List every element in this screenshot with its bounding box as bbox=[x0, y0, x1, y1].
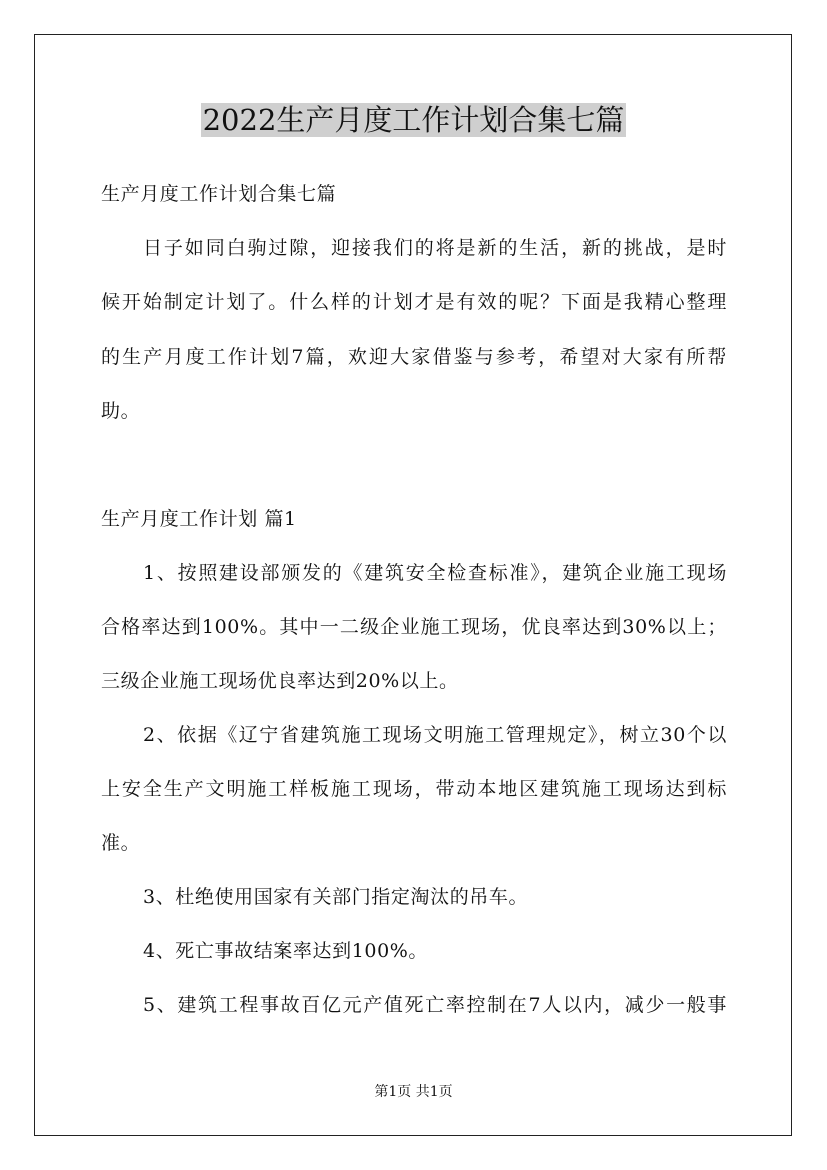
document-title bbox=[0, 98, 827, 142]
paragraph-line: 2、依据《辽宁省建筑施工现场文明施工管理规定》，树立30个以 bbox=[143, 724, 727, 746]
paragraph-line: 5、建筑工程事故百亿元产值死亡率控制在7人以内，减少一般事 bbox=[143, 994, 727, 1016]
paragraph-line: 候开始制定计划了。什么样的计划才是有效的呢？下面是我精心整理 bbox=[101, 291, 727, 313]
paragraph-line: 4、死亡事故结案率达到100%。 bbox=[143, 940, 429, 962]
paragraph-line: 助。 bbox=[101, 400, 141, 422]
section-heading: 生产月度工作计划 篇1 bbox=[101, 508, 297, 530]
subtitle-line: 生产月度工作计划合集七篇 bbox=[101, 183, 337, 205]
paragraph-line: 上安全生产文明施工样板施工现场，带动本地区建筑施工现场达到标 bbox=[101, 778, 727, 800]
paragraph-line: 1、按照建设部颁发的《建筑安全检查标准》，建筑企业施工现场 bbox=[143, 562, 727, 584]
document-title-text: 2022生产月度工作计划合集七篇 bbox=[202, 103, 625, 137]
paragraph-line: 日子如同白驹过隙，迎接我们的将是新的生活，新的挑战，是时 bbox=[143, 237, 727, 259]
paragraph-line: 合格率达到100%。其中一二级企业施工现场，优良率达到30%以上； bbox=[101, 616, 727, 638]
paragraph-line: 三级企业施工现场优良率达到20%以上。 bbox=[101, 670, 459, 692]
page-footer: 第1页 共1页 bbox=[374, 1084, 453, 1100]
paragraph-line: 准。 bbox=[101, 832, 141, 854]
paragraph-line: 3、杜绝使用国家有关部门指定淘汰的吊车。 bbox=[143, 886, 529, 908]
paragraph-line: 的生产月度工作计划7篇，欢迎大家借鉴与参考，希望对大家有所帮 bbox=[101, 346, 727, 368]
